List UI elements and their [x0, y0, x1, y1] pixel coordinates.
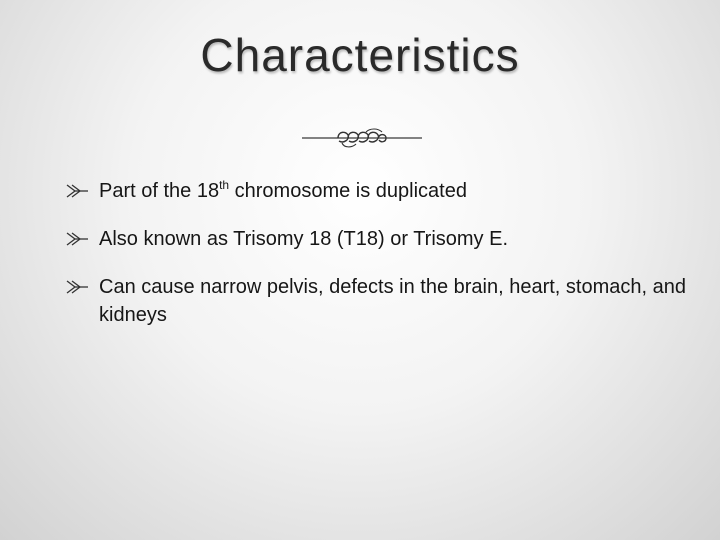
bullet-item-also-known — [66, 225, 686, 253]
arrow-bullet-icon — [66, 183, 90, 199]
bullet-text: Can cause narrow pelvis, defects in the brain, heart, stomach, and kidneys — [99, 276, 686, 326]
flourish-divider-icon — [300, 124, 424, 152]
bullet-item-duplicated — [66, 177, 686, 205]
arrow-bullet-icon — [66, 231, 90, 247]
bullet-text-part-1: Part of the 18 — [99, 180, 220, 202]
bullet-text-part-2: chromosome is duplicated — [229, 180, 467, 202]
bullet-list — [66, 177, 686, 349]
arrow-bullet-icon — [66, 279, 90, 295]
bullet-superscript: th — [219, 178, 230, 192]
slide-title: Characteristics — [200, 29, 520, 81]
bullet-item-defects — [66, 273, 686, 329]
bullet-text: Also known as Trisomy 18 (T18) or Trisomy E. — [99, 228, 509, 250]
